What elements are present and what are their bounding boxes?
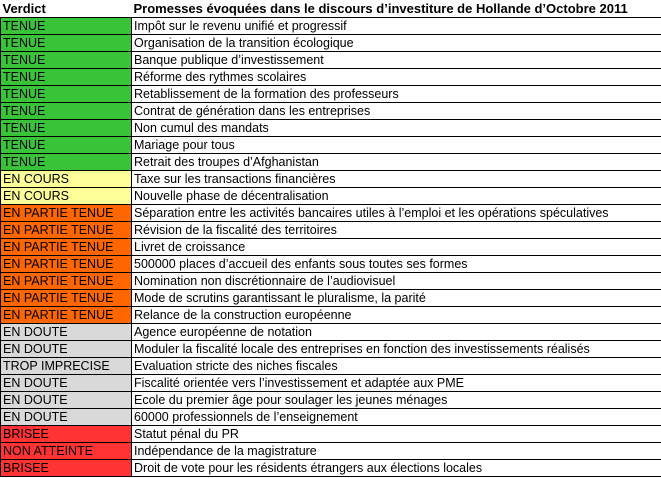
verdict-cell: EN PARTIE TENUE <box>1 256 132 273</box>
promise-cell: Impôt sur le revenu unifié et progressif <box>132 18 661 35</box>
promise-cell: Mode de scrutins garantissant le pluralisme, la parité <box>132 290 661 307</box>
table-row <box>1 171 661 188</box>
promise-cell: Livret de croissance <box>132 239 661 256</box>
promise-cell: 60000 professionnels de l’enseignement <box>132 409 661 426</box>
promise-cell: Moduler la fiscalité locale des entreprises en fonction des investissements réalisés <box>132 341 661 358</box>
table-row <box>1 358 661 375</box>
promise-cell: Mariage pour tous <box>132 137 661 154</box>
promise-cell: Banque publique d’investissement <box>132 52 661 69</box>
promise-cell: Agence européenne de notation <box>132 324 661 341</box>
promise-cell: Retablissement de la formation des professeurs <box>132 86 661 103</box>
verdict-cell: TROP IMPRECISE <box>1 358 132 375</box>
promise-cell: Révision de la fiscalité des territoires <box>132 222 661 239</box>
table-row <box>1 103 661 120</box>
verdict-cell: BRISEE <box>1 426 132 443</box>
verdict-cell: EN PARTIE TENUE <box>1 273 132 290</box>
verdict-cell: EN PARTIE TENUE <box>1 290 132 307</box>
verdict-cell: EN COURS <box>1 188 132 205</box>
promise-column-header: Promesses évoquées dans le discours d’investiture de Hollande d’Octobre 2011 <box>132 0 661 18</box>
verdict-cell: BRISEE <box>1 460 132 477</box>
table-row <box>1 69 661 86</box>
promise-cell: Non cumul des mandats <box>132 120 661 137</box>
promise-cell: Statut pénal du PR <box>132 426 661 443</box>
table-row <box>1 86 661 103</box>
verdict-cell: EN DOUTE <box>1 375 132 392</box>
verdict-cell: TENUE <box>1 35 132 52</box>
verdict-cell: EN PARTIE TENUE <box>1 205 132 222</box>
table-row <box>1 120 661 137</box>
verdict-cell: TENUE <box>1 154 132 171</box>
promise-cell: Réforme des rythmes scolaires <box>132 69 661 86</box>
promise-cell: 500000 places d’accueil des enfants sous toutes ses formes <box>132 256 661 273</box>
verdict-cell: EN DOUTE <box>1 409 132 426</box>
table-row <box>1 18 661 35</box>
promise-cell: Organisation de la transition écologique <box>132 35 661 52</box>
verdict-cell: EN PARTIE TENUE <box>1 239 132 256</box>
table-row <box>1 188 661 205</box>
verdict-cell: EN DOUTE <box>1 392 132 409</box>
promise-cell: Contrat de génération dans les entreprises <box>132 103 661 120</box>
verdict-column-header: Verdict <box>1 0 132 18</box>
table-row <box>1 222 661 239</box>
table-row <box>1 290 661 307</box>
table-row <box>1 460 661 477</box>
verdict-cell: TENUE <box>1 86 132 103</box>
table-row <box>1 307 661 324</box>
table-row <box>1 137 661 154</box>
verdict-cell: NON ATTEINTE <box>1 443 132 460</box>
promise-cell: Nomination non discrétionnaire de l’audiovisuel <box>132 273 661 290</box>
table-row <box>1 392 661 409</box>
verdict-cell: TENUE <box>1 103 132 120</box>
promise-cell: Indépendance de la magistrature <box>132 443 661 460</box>
table-row <box>1 324 661 341</box>
table-row <box>1 205 661 222</box>
verdict-cell: TENUE <box>1 18 132 35</box>
table-row <box>1 375 661 392</box>
table-row <box>1 426 661 443</box>
promise-cell: Taxe sur les transactions financières <box>132 171 661 188</box>
table-row <box>1 35 661 52</box>
promise-cell: Fiscalité orientée vers l’investissement et adaptée aux PME <box>132 375 661 392</box>
promise-cell: Evaluation stricte des niches fiscales <box>132 358 661 375</box>
promise-cell: Nouvelle phase de décentralisation <box>132 188 661 205</box>
promise-cell: Relance de la construction européenne <box>132 307 661 324</box>
verdict-cell: TENUE <box>1 69 132 86</box>
table-row <box>1 341 661 358</box>
table-row <box>1 273 661 290</box>
promise-cell: Droit de vote pour les résidents étrangers aux élections locales <box>132 460 661 477</box>
verdict-cell: EN COURS <box>1 171 132 188</box>
verdict-cell: TENUE <box>1 52 132 69</box>
promise-cell: Ecole du premier âge pour soulager les jeunes ménages <box>132 392 661 409</box>
verdict-cell: TENUE <box>1 137 132 154</box>
table-row <box>1 239 661 256</box>
verdict-cell: EN DOUTE <box>1 341 132 358</box>
table-row <box>1 154 661 171</box>
verdict-cell: EN DOUTE <box>1 324 132 341</box>
verdict-cell: EN PARTIE TENUE <box>1 307 132 324</box>
promise-cell: Séparation entre les activités bancaires utiles à l’emploi et les opérations spéculatives <box>132 205 661 222</box>
verdict-cell: EN PARTIE TENUE <box>1 222 132 239</box>
table-body <box>1 18 661 477</box>
table-row <box>1 443 661 460</box>
table-row <box>1 256 661 273</box>
promise-cell: Retrait des troupes d’Afghanistan <box>132 154 661 171</box>
verdict-cell: TENUE <box>1 120 132 137</box>
table-row <box>1 52 661 69</box>
table-row <box>1 409 661 426</box>
header-row <box>1 0 661 18</box>
